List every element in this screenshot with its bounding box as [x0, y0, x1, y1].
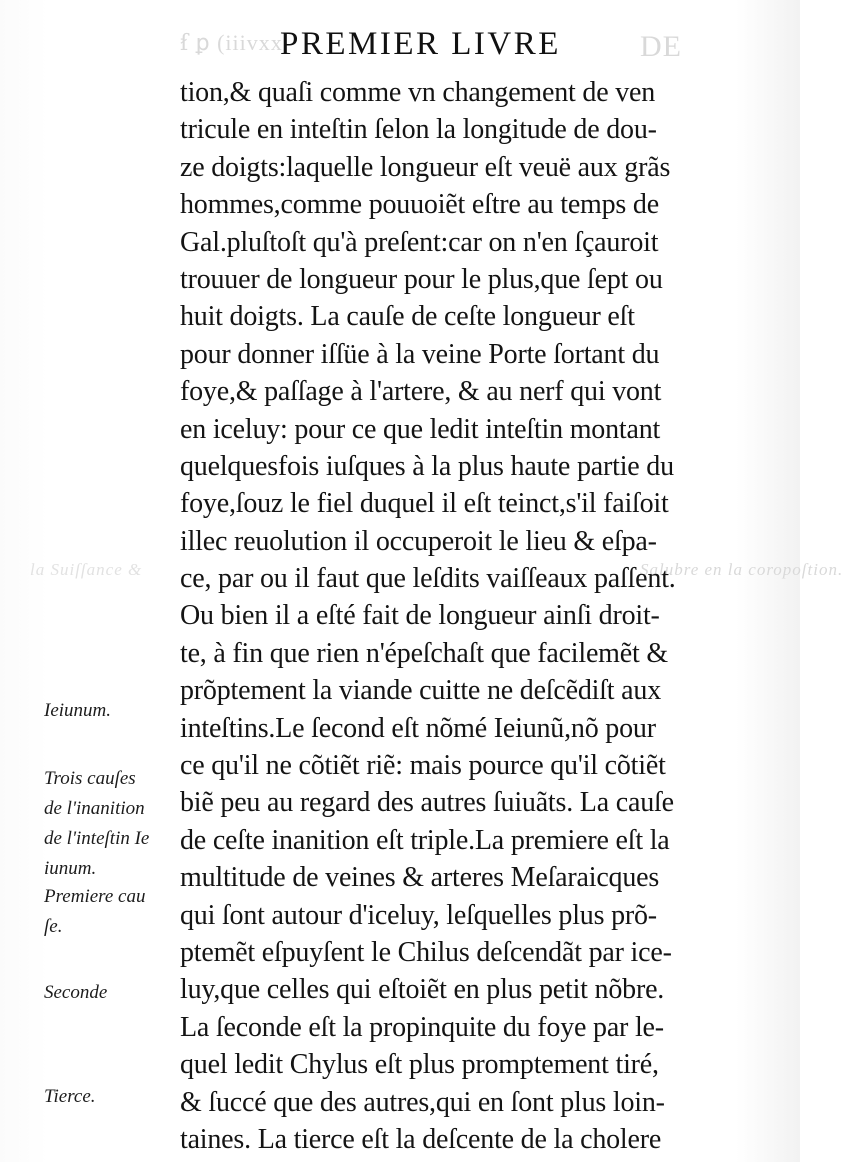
text-line: pour donner iſſüe à la veine Porte ſortant du — [180, 338, 660, 370]
margin-note-seconde — [44, 978, 107, 1008]
margin-note-ieiunum — [44, 696, 111, 726]
text-line: hommes,comme pouuoiẽt eſtre au temps de — [180, 189, 659, 221]
text-line: luy,que celles qui eſtoiẽt en plus petit nõbre. — [180, 974, 665, 1006]
text-line: Ou bien il a eſté fait de longueur ainſi droit- — [180, 600, 660, 632]
text-line: huit doigts. La cauſe de ceſte longueur eſt — [180, 301, 635, 333]
text-line: La ſeconde eſt la propinquite du foye par le- — [180, 1011, 664, 1043]
text-line: ptemẽt eſpuyſent le Chilus deſcendãt par ice- — [180, 936, 672, 968]
text-line: tion,& quaſi comme vn changement de ven — [180, 77, 656, 108]
text-line: en iceluy: pour ce que ledit inteſtin montant — [180, 413, 661, 445]
running-head: PREMIER LIVRE — [280, 26, 561, 62]
text-line: ce, par ou il faut que leſdits vaiſſeaux paſſent. — [180, 563, 676, 595]
margin-note-line: Ieiunum. — [44, 700, 112, 721]
bleed-through-text-mid-right: Salubre en la coropoſtion. — [640, 560, 843, 579]
text-line: multitude de veines & arteres Meſaraicques — [180, 862, 660, 894]
text-line: te, à fin que rien n'épeſchaſt que facilemẽt & — [180, 637, 668, 669]
bleed-through-text-mid-left: la Suiſſance & — [30, 560, 143, 579]
text-line: illec reuolution il occuperoit le lieu & eſpa- — [180, 525, 657, 557]
margin-note-line: Premiere cau — [44, 886, 146, 907]
text-line: de ceſte inanition eſt triple.La premiere eſt la — [180, 824, 670, 856]
text-line: taines. La tierce eſt la deſcente de la cholere — [180, 1123, 662, 1155]
margin-note-line: iunum. — [44, 858, 97, 879]
margin-note-premiere-cause — [44, 882, 145, 942]
text-line: tricule en inteſtin ſelon la longitude de dou- — [180, 114, 657, 146]
margin-note-line: de l'inteſtin Ie — [44, 828, 150, 849]
text-line: foye,& paſſage à l'artere, & au nerf qui vont — [180, 376, 662, 408]
text-line: ce qu'il ne cõtiẽt riẽ: mais pource qu'il cõtiẽt — [180, 750, 666, 782]
margin-note-line: Seconde — [44, 982, 108, 1003]
margin-note-line: de l'inanition — [44, 798, 145, 819]
margin-note-line: Trois cauſes — [44, 768, 136, 789]
text-line: quel ledit Chylus eſt plus promptement tiré, — [180, 1049, 659, 1081]
margin-note-trois-causes — [44, 764, 149, 884]
margin-note-line: ſe. — [44, 916, 63, 937]
text-line: quelquesfois iuſques à la plus haute partie du — [180, 450, 674, 482]
text-line: trouuer de longueur pour le plus,que ſept ou — [180, 263, 663, 295]
text-line: inteſtins.Le ſecond eſt nõmé Ieiunũ,nõ pour — [180, 712, 656, 744]
text-line: & ſuccé que des autres,qui en ſont plus loin- — [180, 1086, 665, 1118]
text-line: qui ſont autour d'iceluy, leſquelles plus prõ- — [180, 899, 657, 931]
text-line: prõptement la viande cuitte ne deſcẽdiſt aux — [180, 675, 662, 707]
text-line: foye,ſouz le fiel duquel il eſt teinct,s'il faiſoit — [180, 488, 669, 520]
bleed-through-text-left: ẜ ꝑ (iiivxx — [180, 30, 283, 55]
margin-note-line: Tierce. — [44, 1086, 96, 1107]
text-line: ze doigts:laquelle longueur eſt veuë aux grãs — [180, 151, 671, 183]
margin-note-tierce — [44, 1082, 96, 1112]
text-line: biẽ peu au regard des autres ſuiuãts. La cauſe — [180, 787, 674, 819]
bleed-through-text-right: DE — [640, 30, 682, 63]
body-text — [180, 74, 770, 1158]
text-line: Gal.pluſtoſt qu'à preſent:car on n'en ſçauroit — [180, 226, 659, 258]
